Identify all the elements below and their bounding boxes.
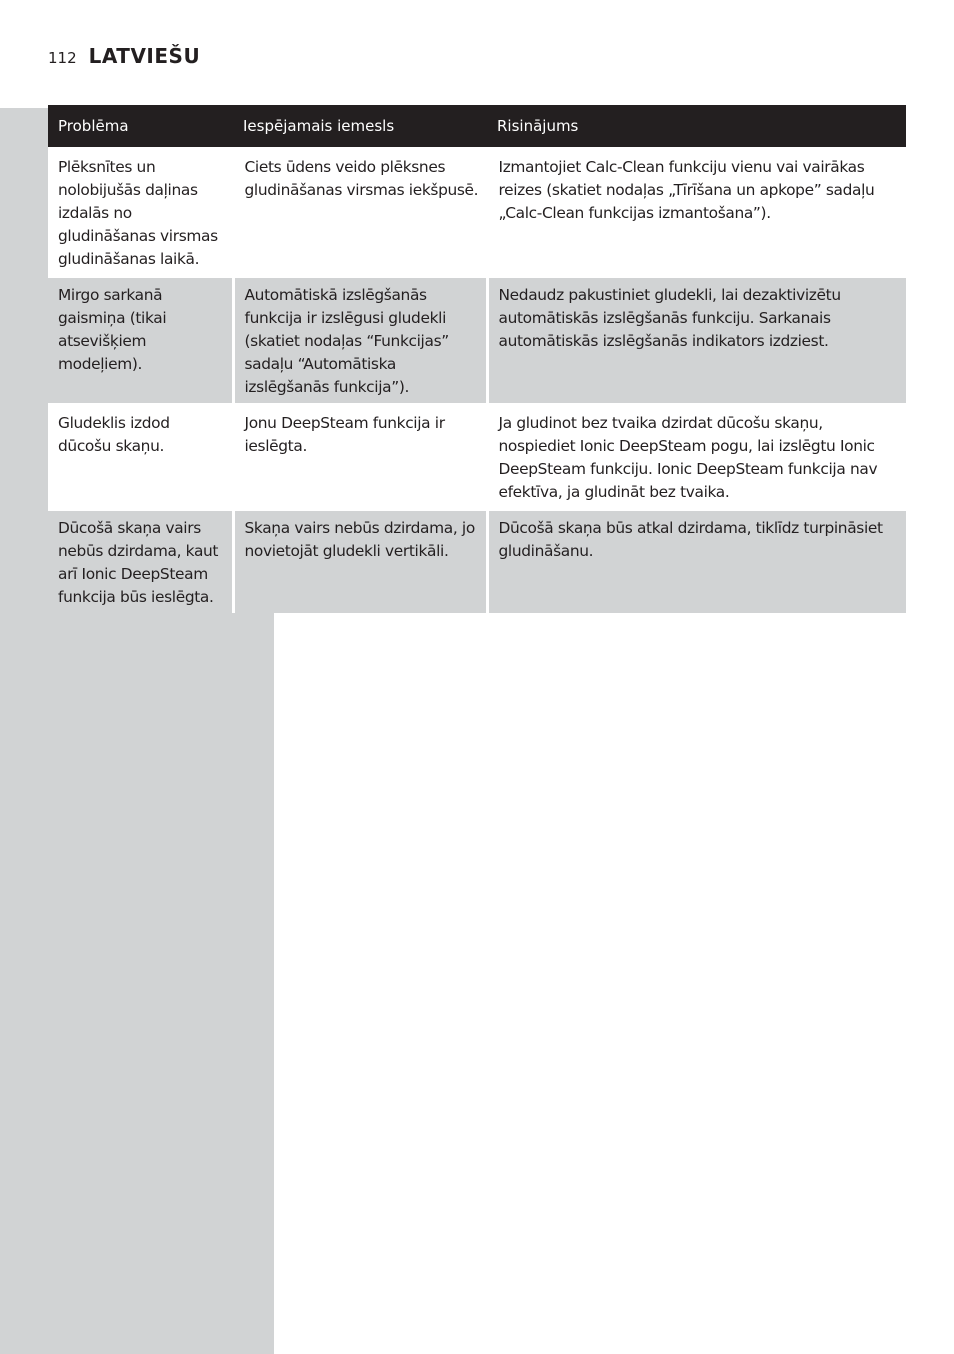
- troubleshooting-table: [48, 105, 906, 613]
- cell-solution: Dūcošā skaņa būs atkal dzirdama, tiklīdz turpināsiet gludināšanu.: [487, 510, 906, 614]
- column-header-solution: Risinājums: [487, 105, 906, 149]
- cell-cause: Skaņa vairs nebūs dzirdama, jo novietojāt gludekli vertikāli.: [233, 510, 487, 614]
- column-header-problem: Problēma: [48, 105, 233, 149]
- table-row: [48, 405, 906, 510]
- table-header-row: [48, 105, 906, 149]
- cell-cause: Ciets ūdens veido plēksnes gludināšanas virsmas iekšpusē.: [233, 149, 487, 277]
- cell-solution: Nedaudz pakustiniet gludekli, lai dezaktivizētu automātiskās izslēgšanās funkciju. Sarkanais automātiskās izslēgšanās indikators izdziest.: [487, 277, 906, 405]
- cell-problem: Mirgo sarkanā gaismiņa (tikai atsevišķiem modeļiem).: [48, 277, 233, 405]
- cell-problem: Plēksnītes un nolobijušās daļinas izdalās no gludināšanas virsmas gludināšanas laikā.: [48, 149, 233, 277]
- page-title: LATVIEŠU: [88, 44, 201, 68]
- cell-solution: Ja gludinot bez tvaika dzirdat dūcošu skaņu, nospiediet Ionic DeepSteam pogu, lai izslēgtu Ionic DeepSteam funkciju. Ionic DeepSteam funkcija nav efektīva, ja gludināt bez tvaika.: [487, 405, 906, 510]
- table-row: [48, 277, 906, 405]
- cell-cause: Jonu DeepSteam funkcija ir ieslēgta.: [233, 405, 487, 510]
- column-header-cause: Iespējamais iemesls: [233, 105, 487, 149]
- page-header: [48, 44, 200, 76]
- page-number: 112: [48, 49, 77, 67]
- table-row: [48, 149, 906, 277]
- cell-problem: Gludeklis izdod dūcošu skaņu.: [48, 405, 233, 510]
- cell-solution: Izmantojiet Calc-Clean funkciju vienu vai vairākas reizes (skatiet nodaļas „Tīrīšana un apkope” sadaļu „Calc-Clean funkcijas izmantošana”).: [487, 149, 906, 277]
- cell-cause: Automātiskā izslēgšanās funkcija ir izslēgusi gludekli (skatiet nodaļas “Funkcijas” sadaļu “Automātiska izslēgšanās funkcija”).: [233, 277, 487, 405]
- table-row: [48, 510, 906, 614]
- cell-problem: Dūcošā skaņa vairs nebūs dzirdama, kaut arī Ionic DeepSteam funkcija būs ieslēgta.: [48, 510, 233, 614]
